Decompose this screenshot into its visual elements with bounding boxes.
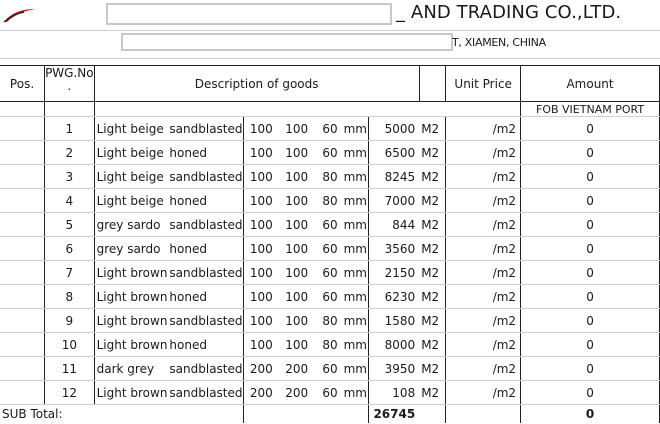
- row-quantity-unit: M2: [419, 165, 446, 189]
- row-finish: honed: [167, 333, 243, 357]
- row-length: 100: [243, 189, 279, 213]
- row-unit-price: /m2: [446, 309, 521, 333]
- row-quantity: 108: [369, 381, 420, 405]
- table-header-row: [0, 66, 660, 102]
- row-pos: [0, 141, 45, 165]
- row-thickness: 60: [314, 285, 341, 309]
- row-finish: honed: [167, 285, 243, 309]
- row-length: 100: [243, 261, 279, 285]
- row-quantity-unit: M2: [419, 357, 446, 381]
- subtotal-label: SUB Total:: [2, 407, 63, 421]
- row-unit-price: /m2: [446, 237, 521, 261]
- header-amount: Amount: [521, 66, 660, 102]
- row-stone-name: Light brown: [94, 261, 167, 285]
- row-width: 100: [279, 117, 314, 141]
- subtotal-row: [0, 405, 660, 424]
- row-pos: [0, 117, 45, 141]
- table-row: [0, 237, 660, 261]
- row-pos: [0, 165, 45, 189]
- row-unit-price: /m2: [446, 189, 521, 213]
- row-unit-price: /m2: [446, 261, 521, 285]
- row-width: 100: [279, 189, 314, 213]
- row-quantity: 7000: [369, 189, 420, 213]
- row-length: 100: [243, 333, 279, 357]
- row-width: 100: [279, 261, 314, 285]
- row-pwg-no: 2: [45, 141, 95, 165]
- header-blank: [419, 66, 446, 102]
- row-finish: sandblasted: [167, 213, 243, 237]
- row-amount: 0: [521, 165, 660, 189]
- row-width: 100: [279, 141, 314, 165]
- row-dim-unit: mm: [342, 165, 369, 189]
- company-name: _ AND TRADING CO.,LTD.: [396, 2, 622, 23]
- row-amount: 0: [521, 189, 660, 213]
- row-dim-unit: mm: [342, 237, 369, 261]
- row-thickness: 60: [314, 357, 341, 381]
- table-row: [0, 261, 660, 285]
- row-quantity: 844: [369, 213, 420, 237]
- row-length: 100: [243, 117, 279, 141]
- row-stone-name: Light beige: [94, 165, 167, 189]
- row-thickness: 60: [314, 117, 341, 141]
- row-pwg-no: 9: [45, 309, 95, 333]
- row-quantity: 3950: [369, 357, 420, 381]
- row-quantity: 8245: [369, 165, 420, 189]
- row-pos: [0, 237, 45, 261]
- row-amount: 0: [521, 285, 660, 309]
- row-thickness: 60: [314, 381, 341, 405]
- row-unit-price: /m2: [446, 381, 521, 405]
- row-width: 100: [279, 333, 314, 357]
- row-thickness: 60: [314, 213, 341, 237]
- redacted-company-name-box: [106, 3, 392, 25]
- row-stone-name: Light beige: [94, 117, 167, 141]
- row-width: 100: [279, 237, 314, 261]
- row-pos: [0, 309, 45, 333]
- row-dim-unit: mm: [342, 285, 369, 309]
- table-row: [0, 357, 660, 381]
- row-pos: [0, 381, 45, 405]
- row-amount: 0: [521, 381, 660, 405]
- row-pwg-no: 7: [45, 261, 95, 285]
- row-unit-price: /m2: [446, 333, 521, 357]
- row-width: 100: [279, 213, 314, 237]
- row-finish: sandblasted: [167, 357, 243, 381]
- row-pos: [0, 285, 45, 309]
- subtotal-quantity: 26745: [373, 407, 416, 421]
- row-pwg-no: 4: [45, 189, 95, 213]
- row-thickness: 80: [314, 165, 341, 189]
- row-dim-unit: mm: [342, 309, 369, 333]
- row-unit-price: /m2: [446, 141, 521, 165]
- row-width: 100: [279, 285, 314, 309]
- row-quantity: 5000: [369, 117, 420, 141]
- row-finish: sandblasted: [167, 117, 243, 141]
- row-stone-name: Light beige: [94, 141, 167, 165]
- row-pwg-no: 11: [45, 357, 95, 381]
- row-quantity-unit: M2: [419, 309, 446, 333]
- row-finish: sandblasted: [167, 261, 243, 285]
- goods-table: [0, 65, 660, 423]
- row-quantity-unit: M2: [419, 213, 446, 237]
- incoterm-row: [0, 102, 660, 117]
- row-quantity: 1580: [369, 309, 420, 333]
- row-amount: 0: [521, 261, 660, 285]
- row-length: 200: [243, 381, 279, 405]
- table-row: [0, 117, 660, 141]
- row-finish: honed: [167, 141, 243, 165]
- row-pwg-no: 1: [45, 117, 95, 141]
- row-finish: sandblasted: [167, 165, 243, 189]
- row-stone-name: dark grey: [94, 357, 167, 381]
- header-description: Description of goods: [94, 66, 419, 102]
- row-dim-unit: mm: [342, 189, 369, 213]
- table-row: [0, 333, 660, 357]
- row-quantity-unit: M2: [419, 117, 446, 141]
- row-quantity: 6500: [369, 141, 420, 165]
- row-pos: [0, 333, 45, 357]
- row-quantity-unit: M2: [419, 237, 446, 261]
- row-dim-unit: mm: [342, 381, 369, 405]
- row-quantity: 8000: [369, 333, 420, 357]
- row-finish: honed: [167, 189, 243, 213]
- row-thickness: 60: [314, 237, 341, 261]
- table-row: [0, 189, 660, 213]
- row-thickness: 80: [314, 189, 341, 213]
- row-length: 100: [243, 213, 279, 237]
- row-finish: sandblasted: [167, 381, 243, 405]
- header-pos: Pos.: [0, 66, 45, 102]
- row-unit-price: /m2: [446, 285, 521, 309]
- row-stone-name: grey sardo: [94, 237, 167, 261]
- row-thickness: 60: [314, 261, 341, 285]
- table-row: [0, 309, 660, 333]
- row-unit-price: /m2: [446, 213, 521, 237]
- row-dim-unit: mm: [342, 333, 369, 357]
- row-pwg-no: 3: [45, 165, 95, 189]
- row-amount: 0: [521, 333, 660, 357]
- row-quantity: 6230: [369, 285, 420, 309]
- row-finish: honed: [167, 237, 243, 261]
- row-stone-name: Light brown: [94, 309, 167, 333]
- row-dim-unit: mm: [342, 117, 369, 141]
- header-unit-price: Unit Price: [446, 66, 521, 102]
- row-amount: 0: [521, 141, 660, 165]
- row-quantity-unit: M2: [419, 381, 446, 405]
- row-stone-name: Light brown: [94, 333, 167, 357]
- row-thickness: 60: [314, 141, 341, 165]
- row-stone-name: Light brown: [94, 381, 167, 405]
- row-pos: [0, 261, 45, 285]
- row-pwg-no: 8: [45, 285, 95, 309]
- row-finish: sandblasted: [167, 309, 243, 333]
- row-amount: 0: [521, 237, 660, 261]
- row-amount: 0: [521, 213, 660, 237]
- redacted-address-box: [121, 33, 453, 51]
- subtotal-amount: 0: [521, 405, 660, 424]
- row-pwg-no: 12: [45, 381, 95, 405]
- row-pwg-no: 10: [45, 333, 95, 357]
- header-divider: [0, 30, 660, 31]
- row-pos: [0, 189, 45, 213]
- row-amount: 0: [521, 357, 660, 381]
- row-unit-price: /m2: [446, 117, 521, 141]
- row-dim-unit: mm: [342, 141, 369, 165]
- row-pwg-no: 5: [45, 213, 95, 237]
- row-unit-price: /m2: [446, 165, 521, 189]
- company-address: T, XIAMEN, CHINA: [452, 36, 546, 49]
- row-stone-name: Light brown: [94, 285, 167, 309]
- table-row: [0, 141, 660, 165]
- row-length: 100: [243, 285, 279, 309]
- table-row: [0, 285, 660, 309]
- row-width: 100: [279, 309, 314, 333]
- row-pos: [0, 213, 45, 237]
- row-width: 100: [279, 165, 314, 189]
- row-dim-unit: mm: [342, 261, 369, 285]
- row-width: 200: [279, 381, 314, 405]
- row-unit-price: /m2: [446, 357, 521, 381]
- red-swoosh-logo-icon: [2, 5, 38, 25]
- row-quantity-unit: M2: [419, 285, 446, 309]
- row-length: 100: [243, 165, 279, 189]
- row-dim-unit: mm: [342, 213, 369, 237]
- row-amount: 0: [521, 117, 660, 141]
- table-row: [0, 381, 660, 405]
- row-length: 100: [243, 309, 279, 333]
- header-pwg-no: PWG.No .: [45, 66, 95, 102]
- row-quantity: 3560: [369, 237, 420, 261]
- row-stone-name: grey sardo: [94, 213, 167, 237]
- row-length: 100: [243, 237, 279, 261]
- row-dim-unit: mm: [342, 357, 369, 381]
- row-quantity-unit: M2: [419, 141, 446, 165]
- row-quantity-unit: M2: [419, 261, 446, 285]
- row-pwg-no: 6: [45, 237, 95, 261]
- row-stone-name: Light beige: [94, 189, 167, 213]
- row-length: 100: [243, 141, 279, 165]
- row-thickness: 80: [314, 333, 341, 357]
- row-thickness: 80: [314, 309, 341, 333]
- header-divider-2: [0, 58, 660, 59]
- row-quantity: 2150: [369, 261, 420, 285]
- row-pos: [0, 357, 45, 381]
- row-length: 200: [243, 357, 279, 381]
- table-row: [0, 213, 660, 237]
- row-quantity-unit: M2: [419, 189, 446, 213]
- row-quantity-unit: M2: [419, 333, 446, 357]
- row-amount: 0: [521, 309, 660, 333]
- incoterm-label: FOB VIETNAM PORT: [521, 102, 660, 117]
- table-row: [0, 165, 660, 189]
- row-width: 200: [279, 357, 314, 381]
